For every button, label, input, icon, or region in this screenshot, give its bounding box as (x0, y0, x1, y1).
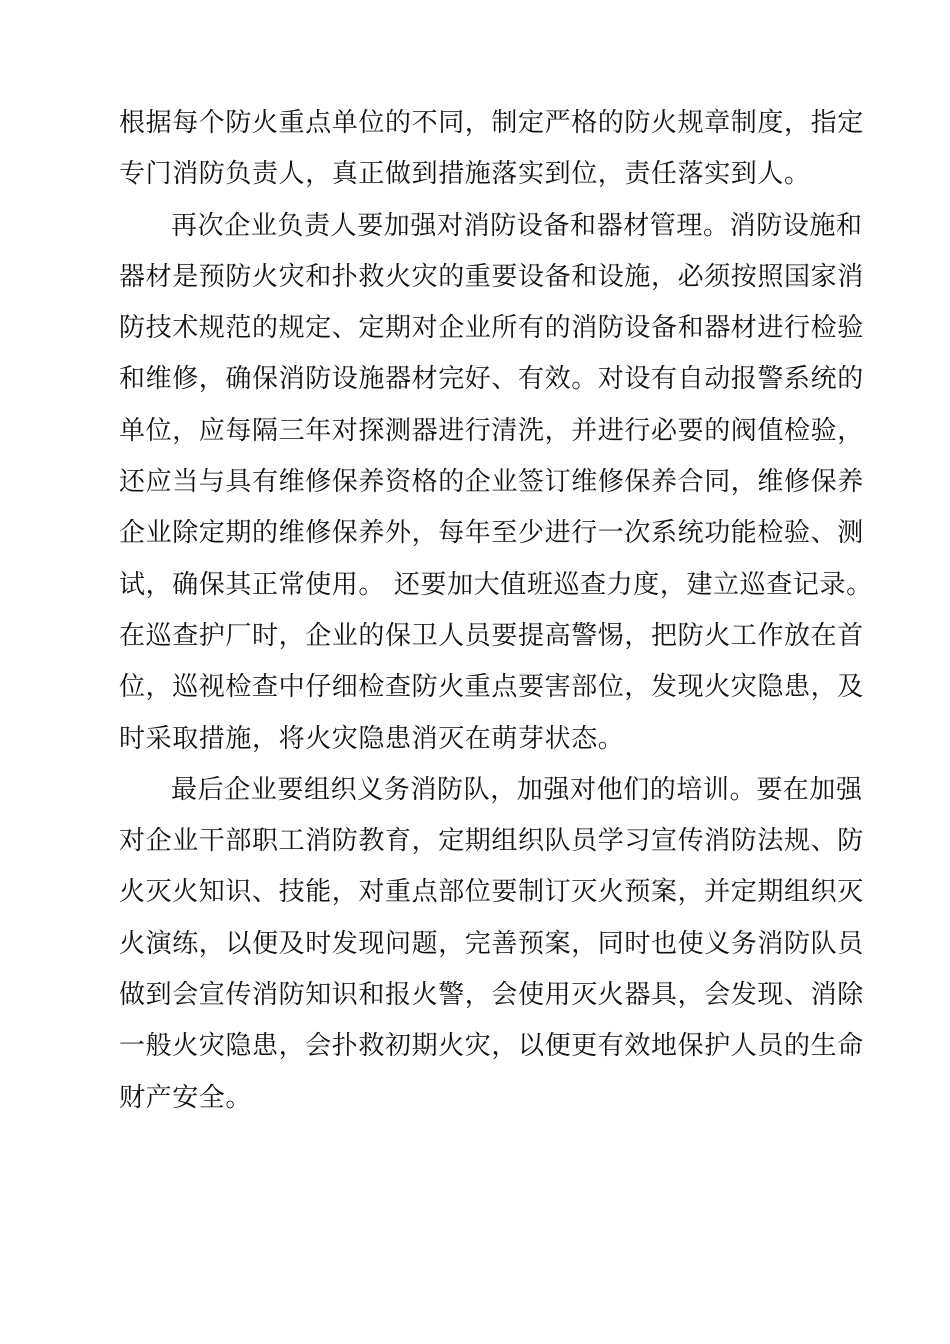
text-line: 专门消防负责人，真正做到措施落实到位，责任落实到人。 (119, 159, 811, 190)
text-line: 火演练，以便及时发现问题，完善预案，同时也使义务消防队员 (119, 928, 864, 959)
text-line: 器材是预防火灾和扑救火灾的重要设备和设施，必须按照国家消 (119, 261, 864, 292)
text-line: 财产安全。 (119, 1082, 253, 1113)
text-line: 防技术规范的规定、定期对企业所有的消防设备和器材进行检验 (119, 313, 864, 344)
document-body (119, 98, 873, 1124)
text-line: 做到会宣传消防知识和报火警，会使用灭火器具，会发现、消除 (119, 980, 864, 1011)
paragraph-first-line: 最后企业要组织义务消防队，加强对他们的培训。要在加强 (171, 774, 863, 805)
text-line: 单位，应每隔三年对探测器进行清洗，并进行必要的阀值检验， (119, 415, 864, 446)
text-line: 对企业干部职工消防教育，定期组织队员学习宣传消防法规、防 (119, 826, 864, 857)
paragraph-first-line: 再次企业负责人要加强对消防设备和器材管理。消防设施和 (171, 210, 863, 241)
text-line: 一般火灾隐患，会扑救初期火灾，以便更有效地保护人员的生命 (119, 1031, 864, 1062)
text-line: 根据每个防火重点单位的不同，制定严格的防火规章制度，指定 (119, 108, 864, 138)
text-line: 在巡查护厂时，企业的保卫人员要提高警惕，把防火工作放在首 (119, 620, 864, 651)
text-line: 和维修，确保消防设施器材完好、有效。对设有自动报警系统的 (119, 364, 864, 395)
text-line: 时采取措施，将火灾隐患消灭在萌芽状态。 (119, 723, 625, 754)
text-line: 还应当与具有维修保养资格的企业签订维修保养合同，维修保养 (119, 467, 864, 498)
text-line: 试，确保其正常使用。 还要加大值班巡查力度，建立巡查记录。 (119, 569, 873, 600)
text-line: 企业除定期的维修保养外，每年至少进行一次系统功能检验、测 (119, 518, 864, 549)
text-line: 位，巡视检查中仔细检查防火重点要害部位，发现火灾隐患，及 (119, 672, 864, 703)
text-line: 火灭火知识、技能，对重点部位要制订灭火预案，并定期组织灭 (119, 877, 864, 908)
